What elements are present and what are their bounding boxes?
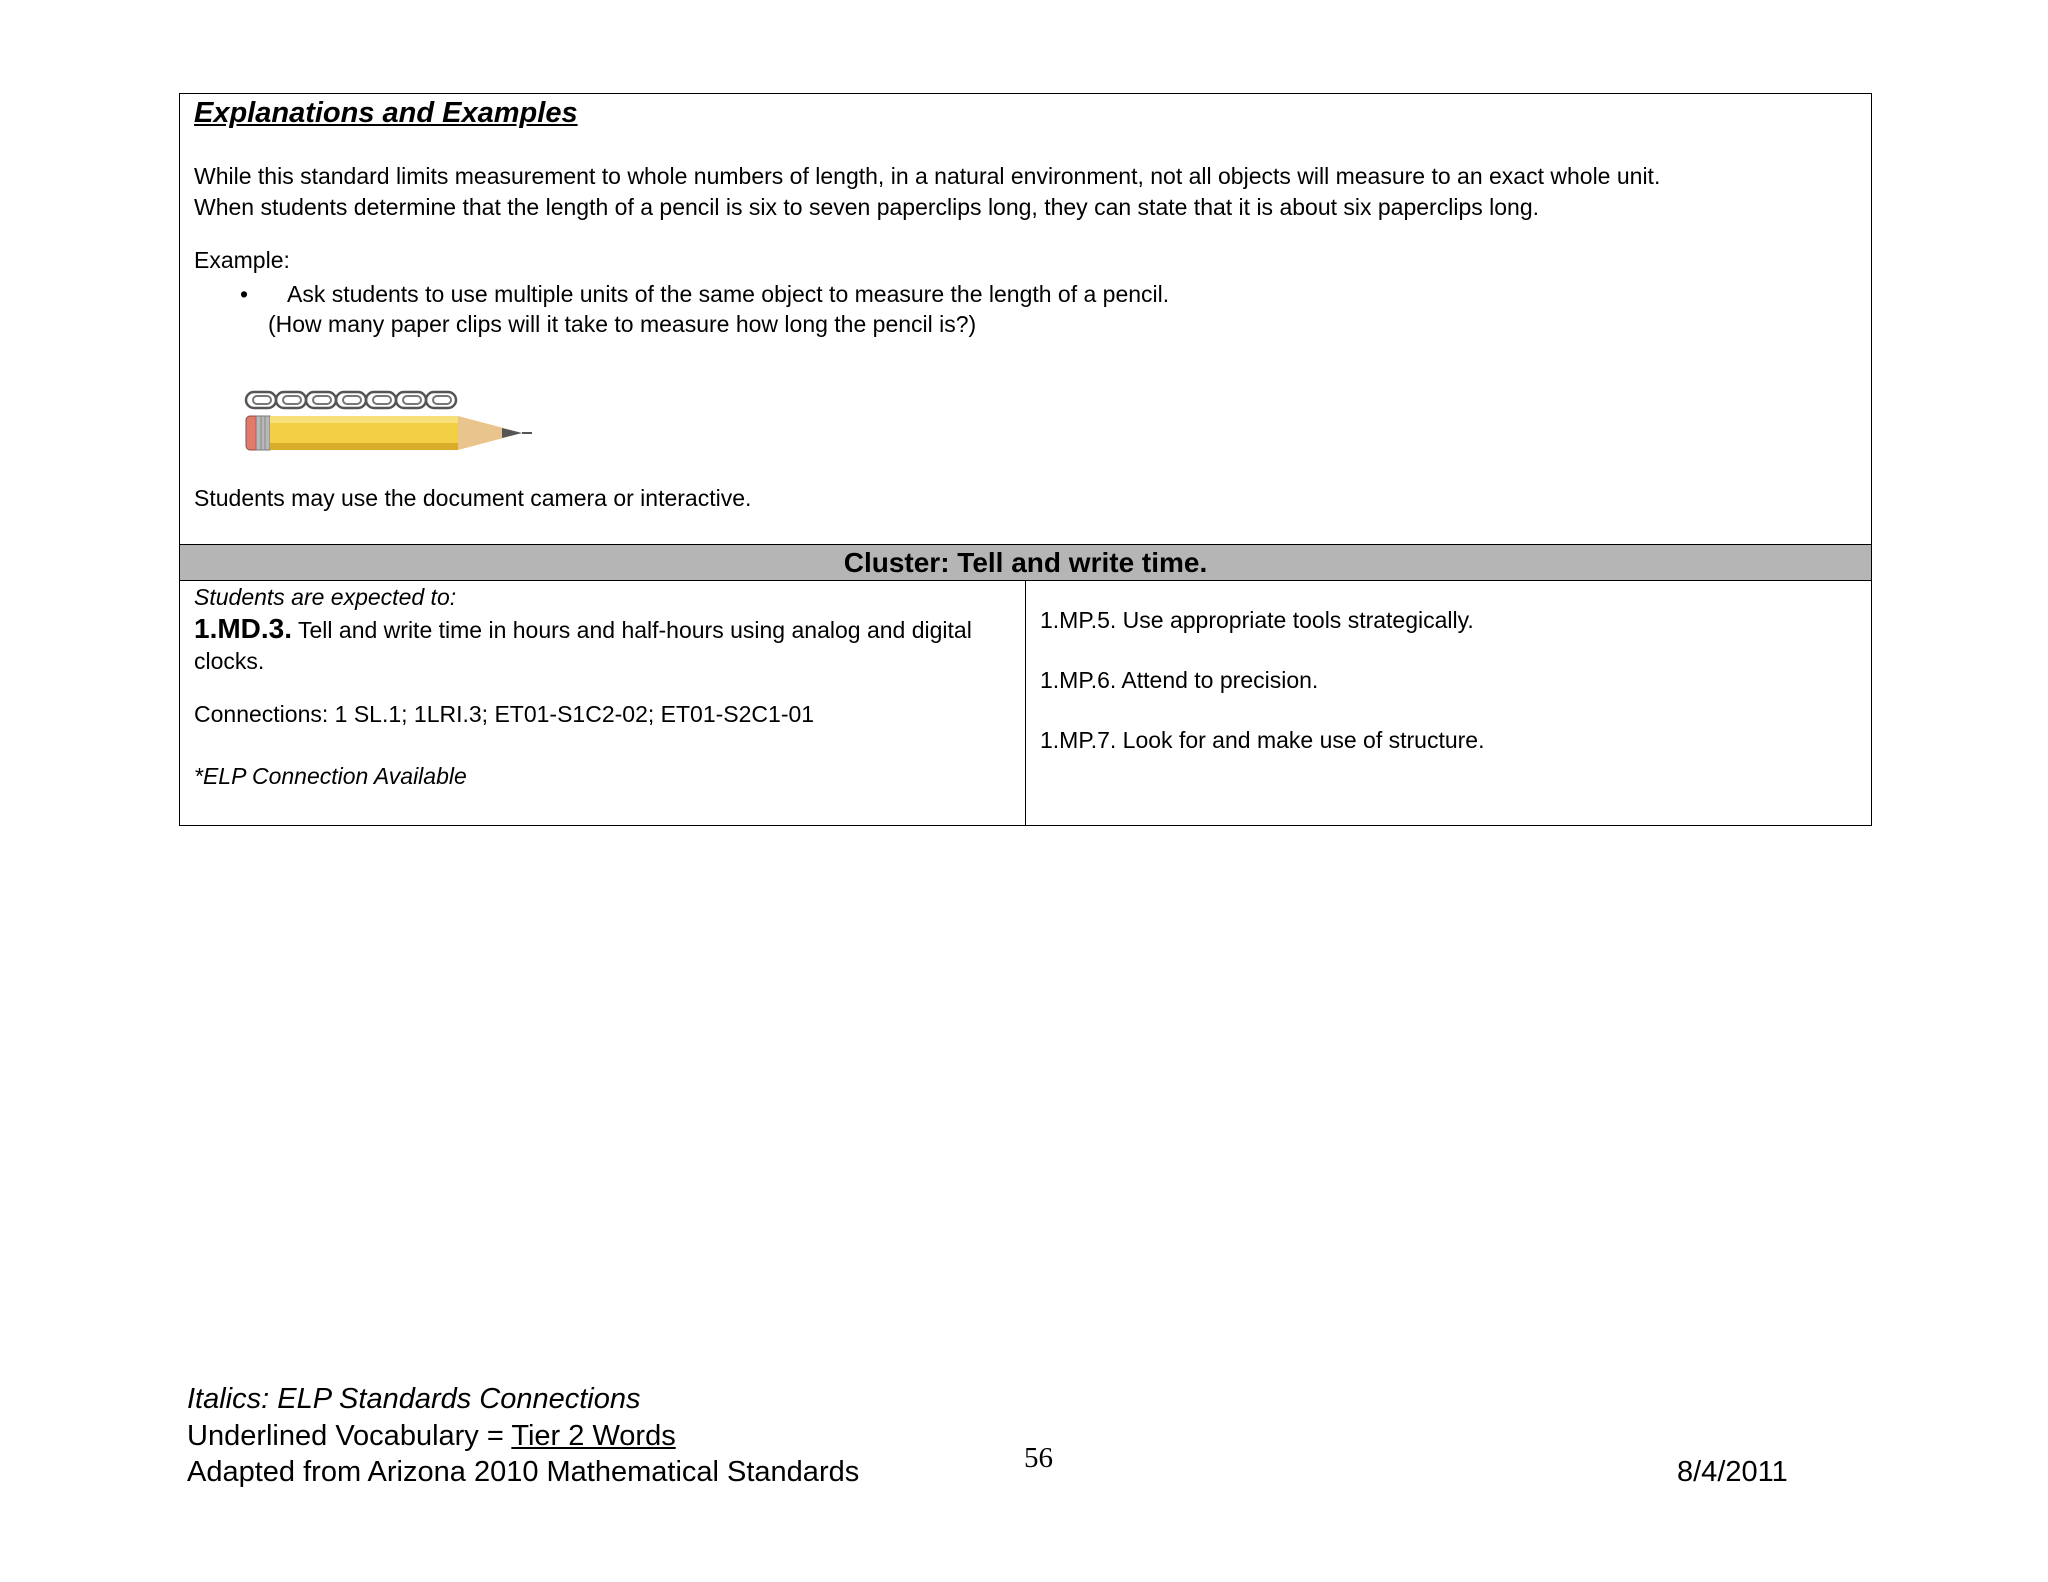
paperclip-inner-loop bbox=[373, 396, 391, 404]
footer-vocabulary-prefix: Underlined Vocabulary = bbox=[187, 1420, 512, 1452]
standard-column bbox=[180, 581, 1026, 825]
paperclip-inner-loop bbox=[313, 396, 331, 404]
paperclip-inner-loop bbox=[433, 396, 451, 404]
example-label: Example: bbox=[194, 247, 290, 273]
example-bullet-text: Ask students to use multiple units of the same object to measure the length of a pencil. bbox=[287, 281, 1170, 307]
footer-vocabulary-note bbox=[187, 1420, 676, 1453]
standard-text: Tell and write time in hours and half-hours using analog and digital clocks. bbox=[194, 617, 972, 674]
practices-column bbox=[1026, 581, 1871, 825]
example-bullet-subtext: (How many paper clips will it take to measure how long the pencil is?) bbox=[268, 311, 977, 337]
footer-source-note: Adapted from Arizona 2010 Mathematical Standards bbox=[187, 1456, 860, 1488]
explanation-line-2: When students determine that the length of a pencil is six to seven paperclips long, they can state that it is about six paperclips long. bbox=[194, 194, 1539, 220]
paperclip-chain bbox=[246, 392, 456, 408]
practice-item: 1.MP.5. Use appropriate tools strategically. bbox=[1040, 607, 1474, 633]
pencil-icon bbox=[246, 416, 532, 450]
explanations-title: Explanations and Examples bbox=[194, 97, 578, 129]
explanations-section bbox=[180, 94, 1871, 545]
footer-italics-note: Italics: ELP Standards Connections bbox=[187, 1383, 641, 1415]
practice-item: 1.MP.7. Look for and make use of structure. bbox=[1040, 727, 1485, 753]
expected-label: Students are expected to: bbox=[194, 584, 457, 610]
page-number: 56 bbox=[1024, 1442, 1053, 1474]
bullet-icon: • bbox=[240, 281, 249, 307]
standard-code: 1.MD.3. bbox=[194, 613, 293, 644]
connections-text: Connections: 1 SL.1; 1LRI.3; ET01-S1C2-02; ET01-S2C1-01 bbox=[194, 701, 815, 727]
explanation-line-1: While this standard limits measurement to whole numbers of length, in a natural environment, not all objects will measure to an exact whole unit. bbox=[194, 163, 1661, 189]
standards-table bbox=[179, 93, 1872, 826]
cluster-header: Cluster: Tell and write time. bbox=[180, 545, 1871, 581]
explanation-paragraph bbox=[194, 161, 1854, 223]
footer-date: 8/4/2011 bbox=[1677, 1456, 1788, 1488]
paperclip-inner-loop bbox=[283, 396, 301, 404]
practice-item: 1.MP.6. Attend to precision. bbox=[1040, 667, 1319, 693]
paperclip-inner-loop bbox=[403, 396, 421, 404]
pencil-paperclips-illustration bbox=[232, 386, 532, 458]
elp-connection-note: *ELP Connection Available bbox=[194, 763, 467, 789]
standard-statement bbox=[194, 613, 1014, 677]
paperclip-inner-loop bbox=[343, 396, 361, 404]
footer-tier2-words: Tier 2 Words bbox=[511, 1420, 676, 1452]
camera-note: Students may use the document camera or interactive. bbox=[194, 485, 752, 511]
paperclip-inner-loop bbox=[253, 396, 271, 404]
